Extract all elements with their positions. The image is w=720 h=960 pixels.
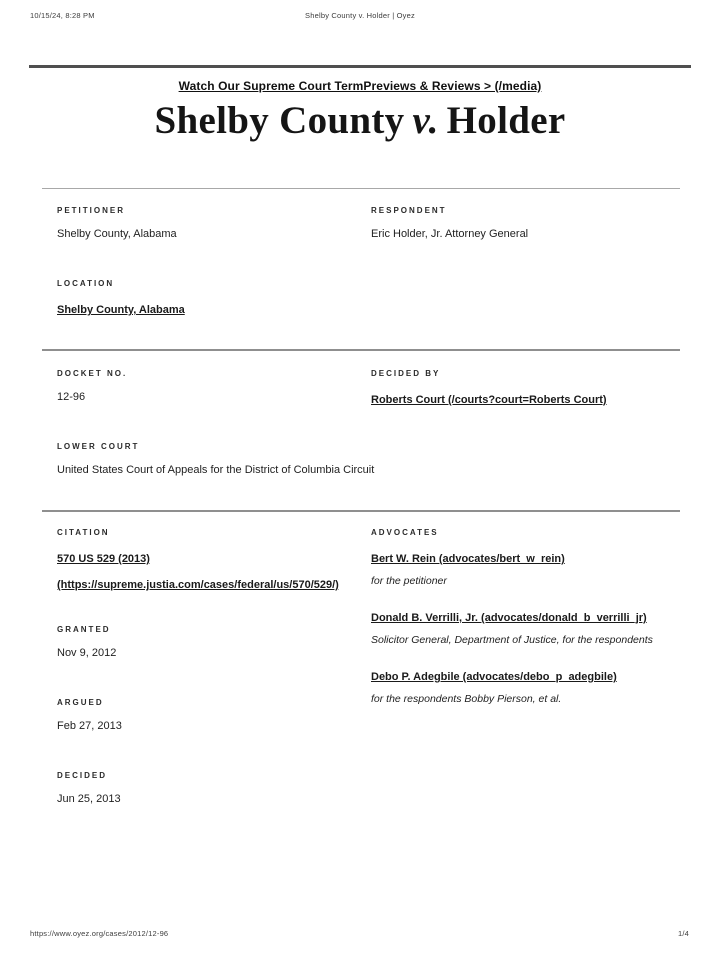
petitioner-field: [57, 206, 177, 241]
argued-field: [57, 698, 122, 733]
print-page-indicator: 1/4: [677, 929, 689, 938]
advocate-entry: [371, 608, 653, 647]
respondent-field: [371, 206, 528, 241]
docket-label: DOCKET NO.: [57, 369, 128, 378]
argued-value: Feb 27, 2013: [57, 720, 122, 732]
decided-by-label: DECIDED BY: [371, 369, 441, 378]
section-divider-3: [42, 510, 680, 512]
lower-court-value: United States Court of Appeals for the District of Columbia Circuit: [57, 464, 375, 476]
lower-court-field: [57, 442, 677, 477]
petitioner-value: Shelby County, Alabama: [57, 228, 177, 240]
petitioner-label: PETITIONER: [57, 206, 126, 215]
advocate-role: Solicitor General, Department of Justice, for the respondents: [371, 634, 653, 646]
location-field: [57, 279, 185, 318]
decided-label: DECIDED: [57, 771, 108, 780]
print-source-url: https://www.oyez.org/cases/2012/12-96: [30, 929, 169, 938]
case-title-petitioner: Shelby County: [154, 99, 405, 142]
advocate-link-bert-rein[interactable]: Bert W. Rein (advocates/bert_w_rein): [371, 553, 565, 565]
print-document-title: Shelby County v. Holder | Oyez: [305, 11, 415, 20]
advocates-field: [371, 528, 439, 538]
citation-label: CITATION: [57, 528, 110, 537]
granted-label: GRANTED: [57, 625, 111, 634]
respondent-label: RESPONDENT: [371, 206, 447, 215]
advocate-role: for the petitioner: [371, 575, 447, 587]
print-datetime: 10/15/24, 8:28 PM: [30, 11, 95, 20]
case-title-versus: v.: [412, 99, 439, 142]
citation-link-line2[interactable]: (https://supreme.justia.com/cases/federal/us/570/529/): [57, 579, 339, 591]
advocate-link-donald-verrilli[interactable]: Donald B. Verrilli, Jr. (advocates/donald_b_verrilli_jr): [371, 612, 647, 624]
advocate-entry: [371, 549, 565, 588]
decided-value: Jun 25, 2013: [57, 793, 121, 805]
section-divider-2: [42, 349, 680, 351]
advocate-role: for the respondents Bobby Pierson, et al.: [371, 693, 562, 705]
citation-field: [57, 528, 339, 593]
media-banner-link[interactable]: Watch Our Supreme Court TermPreviews & Reviews > (/media): [178, 79, 542, 93]
lower-court-label: LOWER COURT: [57, 442, 140, 451]
advocate-entry: [371, 667, 617, 706]
docket-field: [57, 369, 127, 404]
respondent-value: Eric Holder, Jr. Attorney General: [371, 228, 529, 240]
header-rule: [29, 65, 691, 68]
docket-value: 12-96: [57, 391, 86, 403]
media-banner: [0, 77, 720, 95]
location-link[interactable]: Shelby County, Alabama: [57, 304, 185, 316]
section-divider-1: [42, 188, 680, 189]
granted-field: [57, 625, 116, 660]
granted-value: Nov 9, 2012: [57, 647, 117, 659]
argued-label: ARGUED: [57, 698, 104, 707]
decided-by-field: [371, 369, 607, 408]
advocates-label: ADVOCATES: [371, 528, 439, 537]
decided-field: [57, 771, 121, 806]
case-title: [0, 98, 720, 143]
advocate-link-debo-adegbile[interactable]: Debo P. Adegbile (advocates/debo_p_adegbile): [371, 671, 617, 683]
citation-link-line1[interactable]: 570 US 529 (2013): [57, 553, 150, 565]
decided-by-court-link[interactable]: Roberts Court (/courts?court=Roberts Court): [371, 394, 607, 406]
location-label: LOCATION: [57, 279, 115, 288]
case-title-respondent: Holder: [446, 99, 566, 142]
